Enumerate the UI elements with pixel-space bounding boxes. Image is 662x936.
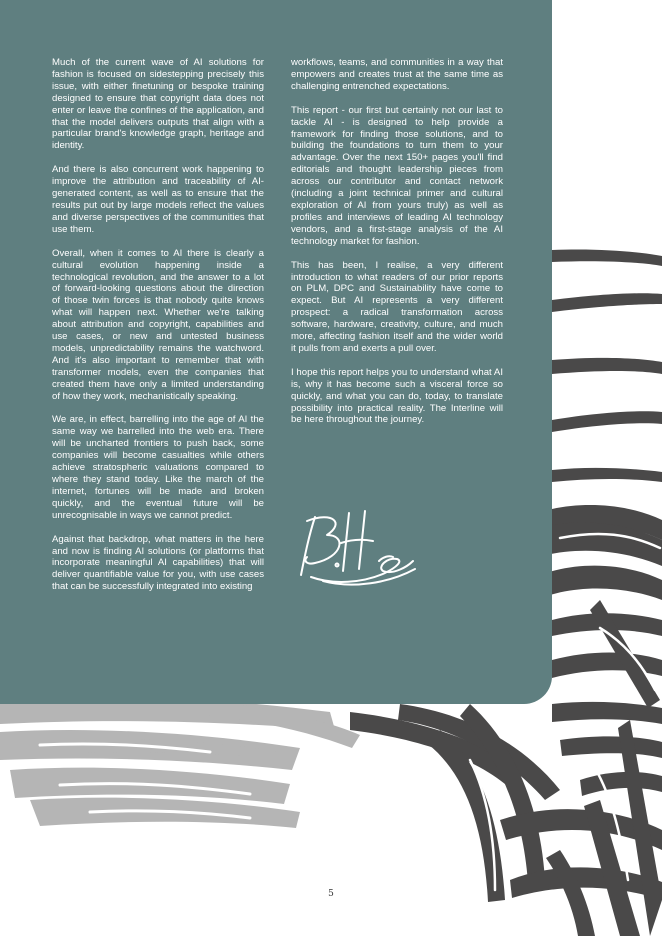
right-column bbox=[291, 57, 503, 438]
paragraph: This report - our first but certainly not our last to tackle AI - is designed to help provide a framework for finding those solutions, and to building the foundations to turn them to your advantage. Over the next 150+ pages you'll find editorials and thought leadership pieces from across our contributor and contact network (including a joint technical primer and cultural exploration of AI from yours truly) as well as profiles and interviews of leading AI technology vendors, and a first-stage analysis of the AI technology market for fashion. bbox=[291, 104, 503, 247]
paragraph: I hope this report helps you to understand what AI is, why it has become such a visceral force so quickly, and what you can do, today, to translate possibility into practical reality. The Interline will be here throughout the journey. bbox=[291, 366, 503, 426]
signature-icon bbox=[293, 505, 423, 590]
paragraph: This has been, I realise, a very different introduction to what readers of our prior reports on PLM, DPC and Sustainability have come to expect. But AI represents a very different prospect: a radical transformation across software, hardware, creativity, culture, and much more, affecting fashion itself and the wider world it pulls from and exerts a pull over. bbox=[291, 259, 503, 354]
paragraph: workflows, teams, and communities in a way that empowers and creates trust at the same time as challenging entrenched expectations. bbox=[291, 57, 503, 92]
paragraph: Much of the current wave of AI solutions for fashion is focused on sidestepping precisely this issue, with either finetuning or bespoke training designed to ensure that copyright data does not enter or leave the confines of the application, and that the model delivers outputs that align with a particular brand's knowledge graph, heritage and identity. bbox=[52, 57, 264, 152]
paragraph: And there is also concurrent work happening to improve the attribution and traceability of AI-generated content, as well as to ensure that the results put out by large models reflect the values and diverse perspectives of the communities that use them. bbox=[52, 164, 264, 235]
paragraph: We are, in effect, barrelling into the age of AI the same way we barrelled into the web era. There will be uncharted frontiers to push back, some companies will become casualties while others achieve stratospheric valuations compared to where they stand today. Like the march of the internet, fortunes will be made and broken quickly, and the eventual future will be unrecognisable in ways we cannot predict. bbox=[52, 414, 264, 521]
page-number: 5 bbox=[328, 889, 334, 899]
paragraph: Against that backdrop, what matters in the here and now is finding AI solutions (or platforms that incorporate meaningful AI capabilities) that will deliver quantifiable value for you, with use cases that can be successfully integrated into existing bbox=[52, 533, 264, 593]
left-column bbox=[52, 57, 264, 605]
paragraph: Overall, when it comes to AI there is clearly a cultural evolution happening inside a technological revolution, and the answer to a lot of forward-looking questions about the direction of those twin forces is that nobody quite knows what will happen next. Whether we're talking about attribution and copyright, capabilities and use cases, or new and untested business models, unpredictability remains the watchword. And it's also important to remember that with transformer models, even the companies that created them have only a limited understanding of how they work, mechanistically speaking. bbox=[52, 247, 264, 402]
